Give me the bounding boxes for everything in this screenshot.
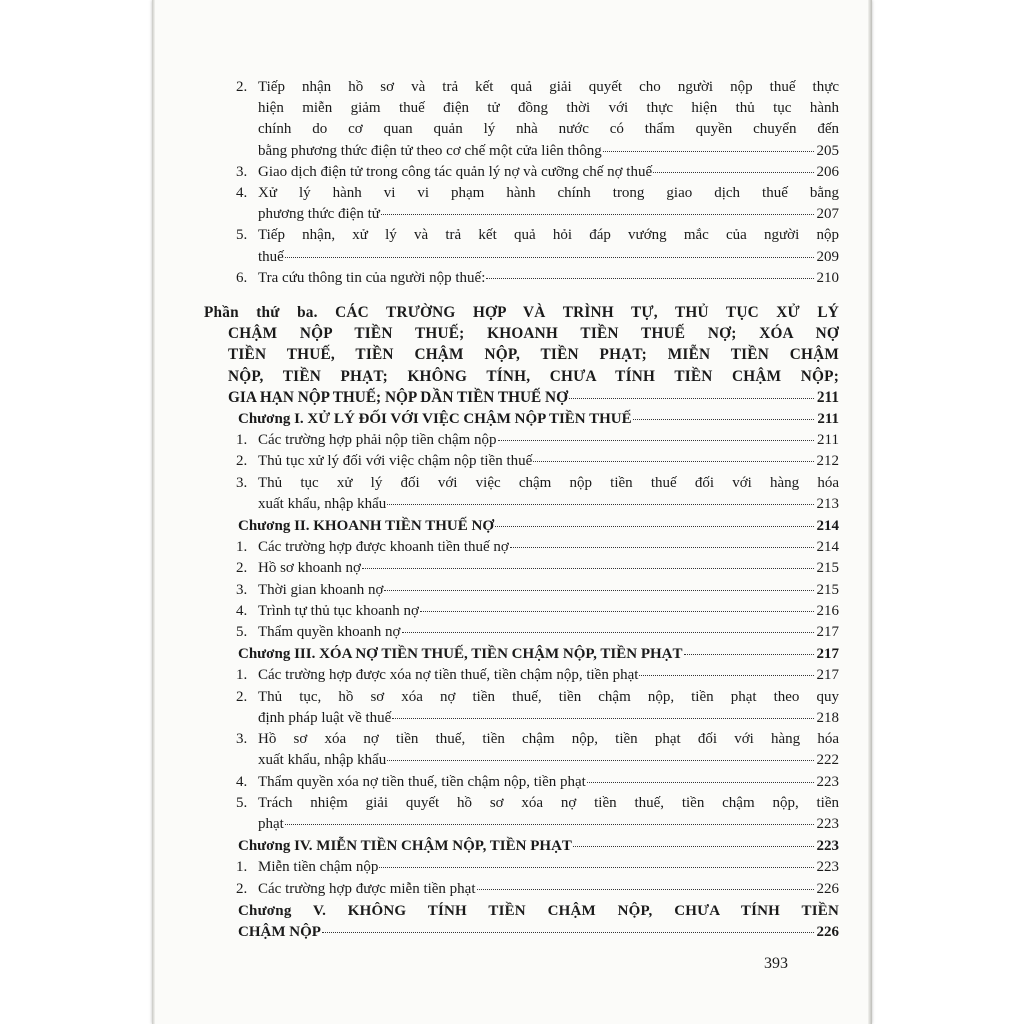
toc-entry-title: thuế (258, 248, 284, 265)
toc-chapter-entry (204, 644, 839, 665)
dot-leader (639, 674, 814, 676)
toc-entry-number: 5. (236, 624, 248, 641)
book-page (152, 0, 872, 1024)
toc-entry-line (258, 430, 839, 451)
toc-entry-title: Thẩm quyền khoanh nợ (258, 624, 401, 641)
toc-entry-line (258, 750, 839, 771)
toc-entry-number: 2. (236, 880, 248, 897)
toc-entry-number: 4. (236, 185, 248, 202)
toc-page-number: 213 (816, 495, 839, 512)
toc-entry-text-line: TIỀN THUẾ, TIỀN CHẬM NỘP, TIỀN PHẠT; MIỄN TIỀN CHẬM (228, 346, 839, 364)
toc-chapter-entry (204, 409, 839, 430)
toc-entry-text-line: Hồ sơ xóa nợ tiền thuế, tiền chậm nộp, tiền phạt đối với hàng hóa (258, 731, 839, 748)
dot-leader (322, 931, 814, 933)
dot-leader (420, 610, 814, 612)
toc-page-number: 218 (816, 709, 839, 726)
toc-section-entry (204, 729, 839, 771)
toc-section-entry (204, 537, 839, 558)
toc-entry-line (204, 387, 839, 408)
toc-entry-line (258, 162, 839, 183)
toc-page-number: 212 (816, 453, 839, 470)
toc-section-entry (204, 473, 839, 515)
toc-entry-line (258, 558, 839, 579)
toc-entry-text-line: Chương V. KHÔNG TÍNH TIỀN CHẬM NỘP, CHƯA TÍNH TIỀN (238, 902, 839, 919)
toc-entry-line (238, 922, 839, 943)
toc-entry-title: Chương IV. MIỄN TIỀN CHẬM NỘP, TIỀN PHẠT (238, 838, 572, 855)
toc-entry-line (258, 879, 839, 900)
dot-leader (498, 439, 814, 441)
toc-chapter-entry (204, 901, 839, 943)
toc-page-number: 217 (816, 624, 839, 641)
toc-page-number: 207 (816, 206, 839, 223)
toc-entry-text-line: chính do cơ quan quản lý nhà nước có thẩm quyền chuyển đến (258, 121, 839, 138)
toc-entry-number: 1. (236, 859, 248, 876)
toc-entry-text-line: Trách nhiệm giải quyết hồ sơ xóa nợ tiền thuế, tiền chậm nộp, tiền (258, 794, 839, 811)
toc-section-entry (204, 225, 839, 267)
dot-leader (362, 567, 814, 569)
toc-entry-number: 2. (236, 79, 248, 95)
toc-entry-number: 3. (236, 581, 248, 598)
toc-entry-line (258, 622, 839, 643)
toc-chapter-entry (204, 516, 839, 537)
toc-entry-title: Các trường hợp được miễn tiền phạt (258, 880, 476, 897)
toc-entry-number: 2. (236, 560, 248, 577)
toc-entry-number: 3. (236, 474, 248, 491)
toc-entry-text-line: CHẬM NỘP TIỀN THUẾ; KHOANH TIỀN THUẾ NỢ; XÓA NỢ (228, 325, 839, 343)
toc-entry-title: bằng phương thức điện tử theo cơ chế một cửa liên thông (258, 142, 602, 159)
toc-section-entry (204, 430, 839, 451)
toc-page-number: 222 (816, 752, 839, 769)
toc-section-entry (204, 879, 839, 900)
toc-entry-line (258, 601, 839, 622)
toc-entry-title: Tra cứu thông tin của người nộp thuế: (258, 269, 486, 286)
toc-page-number: 211 (816, 388, 839, 406)
toc-page-number: 216 (816, 602, 839, 619)
dot-leader (381, 213, 814, 215)
toc-entry-number: 3. (236, 163, 248, 180)
dot-leader (387, 759, 814, 761)
toc-entry-text-line: hiện miễn giảm thuế điện tử đồng thời với thực hiện thủ tục hành (258, 100, 839, 117)
toc-entry-number: 4. (236, 773, 248, 790)
dot-leader (387, 503, 814, 505)
dot-leader (495, 525, 814, 527)
toc-section-entry (204, 793, 839, 835)
toc-entry-number: 4. (236, 602, 248, 619)
toc-entry-title: CHẬM NỘP (238, 923, 321, 940)
toc-entry-line (258, 708, 839, 729)
toc-entry-number: 6. (236, 269, 248, 286)
dot-leader (603, 150, 814, 152)
toc-page-number: 226 (816, 880, 839, 897)
toc-entry-title: Giao dịch điện tử trong công tác quản lý nợ và cưỡng chế nợ thuế (258, 163, 653, 180)
toc-entry-line (258, 247, 839, 268)
toc-section-entry (204, 857, 839, 878)
dot-leader (653, 171, 814, 173)
toc-entry-title: xuất khẩu, nhập khẩu (258, 495, 387, 512)
toc-entry-line (238, 644, 839, 665)
toc-section-entry (204, 622, 839, 643)
page-number: 393 (764, 955, 788, 972)
toc-entry-line (258, 665, 839, 686)
toc-entry-number: 3. (236, 731, 248, 748)
toc-page-number: 226 (816, 923, 839, 940)
dot-leader (684, 653, 815, 655)
toc-page-number: 211 (817, 411, 839, 428)
table-of-contents (204, 77, 839, 943)
toc-entry-line (258, 204, 839, 225)
toc-page-number: 223 (816, 859, 839, 876)
toc-entry-line (258, 494, 839, 515)
toc-page-number: 217 (816, 646, 839, 663)
toc-entry-title: Miễn tiền chậm nộp (258, 859, 379, 876)
toc-entry-line (238, 836, 839, 857)
toc-entry-number: 1. (236, 539, 248, 556)
toc-entry-number: 5. (236, 794, 248, 811)
toc-entry-title: định pháp luật về thuế (258, 709, 392, 726)
toc-entry-line (238, 516, 839, 537)
dot-leader (486, 277, 814, 279)
toc-entry-title: Các trường hợp được khoanh tiền thuế nợ (258, 539, 509, 556)
toc-entry-title: Các trường hợp phải nộp tiền chậm nộp (258, 432, 497, 449)
toc-chapter-entry (204, 836, 839, 857)
toc-page-number: 214 (816, 539, 839, 556)
toc-entry-title: phạt (258, 815, 284, 832)
toc-page-number: 223 (816, 773, 839, 790)
toc-section-entry (204, 268, 839, 289)
toc-entry-line (258, 772, 839, 793)
toc-section-entry (204, 665, 839, 686)
toc-page-number: 217 (816, 667, 839, 684)
toc-section-entry (204, 687, 839, 729)
toc-entry-title: Các trường hợp được xóa nợ tiền thuế, tiền chậm nộp, tiền phạt (258, 667, 639, 684)
dot-leader (510, 546, 814, 548)
toc-section-entry (204, 183, 839, 225)
toc-section-entry (204, 451, 839, 472)
toc-page-number: 211 (817, 432, 839, 449)
toc-entry-number: 1. (236, 432, 248, 449)
toc-entry-title: Trình tự thủ tục khoanh nợ (258, 602, 419, 619)
dot-leader (384, 589, 814, 591)
toc-entry-title: Hồ sơ khoanh nợ (258, 560, 361, 577)
toc-page-number: 223 (816, 838, 839, 855)
dot-leader (533, 460, 814, 462)
toc-entry-text-line: NỘP, TIỀN PHẠT; KHÔNG TÍNH, CHƯA TÍNH TIỀN CHẬM NỘP; (228, 367, 839, 385)
toc-entry-line (258, 141, 839, 162)
toc-entry-title: phương thức điện tử (258, 206, 380, 223)
toc-entry-text-line: Xử lý hành vi vi phạm hành chính trong giao dịch thuế bằng (258, 185, 839, 202)
toc-page-number: 215 (816, 581, 839, 598)
toc-entry-title: GIA HẠN NỘP THUẾ; NỘP DẦN TIỀN THUẾ NỢ (228, 388, 568, 406)
toc-entry-line (258, 268, 839, 289)
toc-page-number: 215 (816, 560, 839, 577)
toc-entry-title: Thủ tục xử lý đối với việc chậm nộp tiền thuế (258, 453, 533, 470)
toc-page-number: 205 (816, 142, 839, 159)
toc-page-number: 209 (816, 248, 839, 265)
toc-entry-number: 2. (236, 453, 248, 470)
toc-entry-title: Chương I. XỬ LÝ ĐỐI VỚI VIỆC CHẬM NỘP TIỀN THUẾ (238, 411, 632, 428)
toc-entry-line (258, 537, 839, 558)
dot-leader (573, 845, 814, 847)
toc-entry-text-line: Phần thứ ba. CÁC TRƯỜNG HỢP VÀ TRÌNH TỰ, THỦ TỤC XỬ LÝ (204, 304, 839, 322)
toc-entry-text-line: Tiếp nhận, xử lý và trả kết quả hỏi đáp vướng mắc của người nộp (258, 227, 839, 244)
toc-page-number: 214 (816, 518, 839, 535)
toc-entry-line (258, 814, 839, 835)
dot-leader (633, 418, 814, 420)
toc-entry-line (258, 857, 839, 878)
toc-entry-title: Chương II. KHOANH TIỀN THUẾ NỢ (238, 518, 494, 535)
toc-entry-number: 2. (236, 688, 248, 705)
dot-leader (569, 397, 814, 399)
toc-entry-title: Thời gian khoanh nợ (258, 581, 384, 598)
dot-leader (392, 717, 814, 719)
dot-leader (379, 866, 814, 868)
toc-entry-line (238, 409, 839, 430)
toc-section-entry (204, 77, 839, 162)
toc-entry-number: 5. (236, 227, 248, 244)
toc-entry-title: xuất khẩu, nhập khẩu (258, 752, 387, 769)
toc-entry-text-line: Thủ tục xử lý đối với việc chậm nộp tiền thuế đối với hàng hóa (258, 474, 839, 491)
toc-page-number: 223 (816, 815, 839, 832)
toc-page-number: 206 (816, 163, 839, 180)
dot-leader (477, 888, 814, 890)
toc-page-number: 210 (816, 269, 839, 286)
toc-entry-title: Chương III. XÓA NỢ TIỀN THUẾ, TIỀN CHẬM NỘP, TIỀN PHẠT (238, 646, 683, 663)
toc-entry-text-line: Tiếp nhận hồ sơ và trả kết quả giải quyết cho người nộp thuế thực (258, 79, 839, 95)
toc-entry-line (258, 580, 839, 601)
toc-section-entry (204, 580, 839, 601)
dot-leader (285, 256, 814, 258)
toc-section-entry (204, 558, 839, 579)
dot-leader (285, 823, 814, 825)
toc-part-entry (204, 302, 839, 408)
toc-entry-title: Thẩm quyền xóa nợ tiền thuế, tiền chậm nộp, tiền phạt (258, 773, 586, 790)
dot-leader (402, 631, 815, 633)
toc-entry-number: 1. (236, 667, 248, 684)
toc-section-entry (204, 601, 839, 622)
toc-section-entry (204, 162, 839, 183)
toc-section-entry (204, 772, 839, 793)
dot-leader (587, 781, 814, 783)
toc-entry-line (258, 451, 839, 472)
toc-entry-text-line: Thủ tục, hồ sơ xóa nợ tiền thuế, tiền chậm nộp, tiền phạt theo quy (258, 688, 839, 705)
